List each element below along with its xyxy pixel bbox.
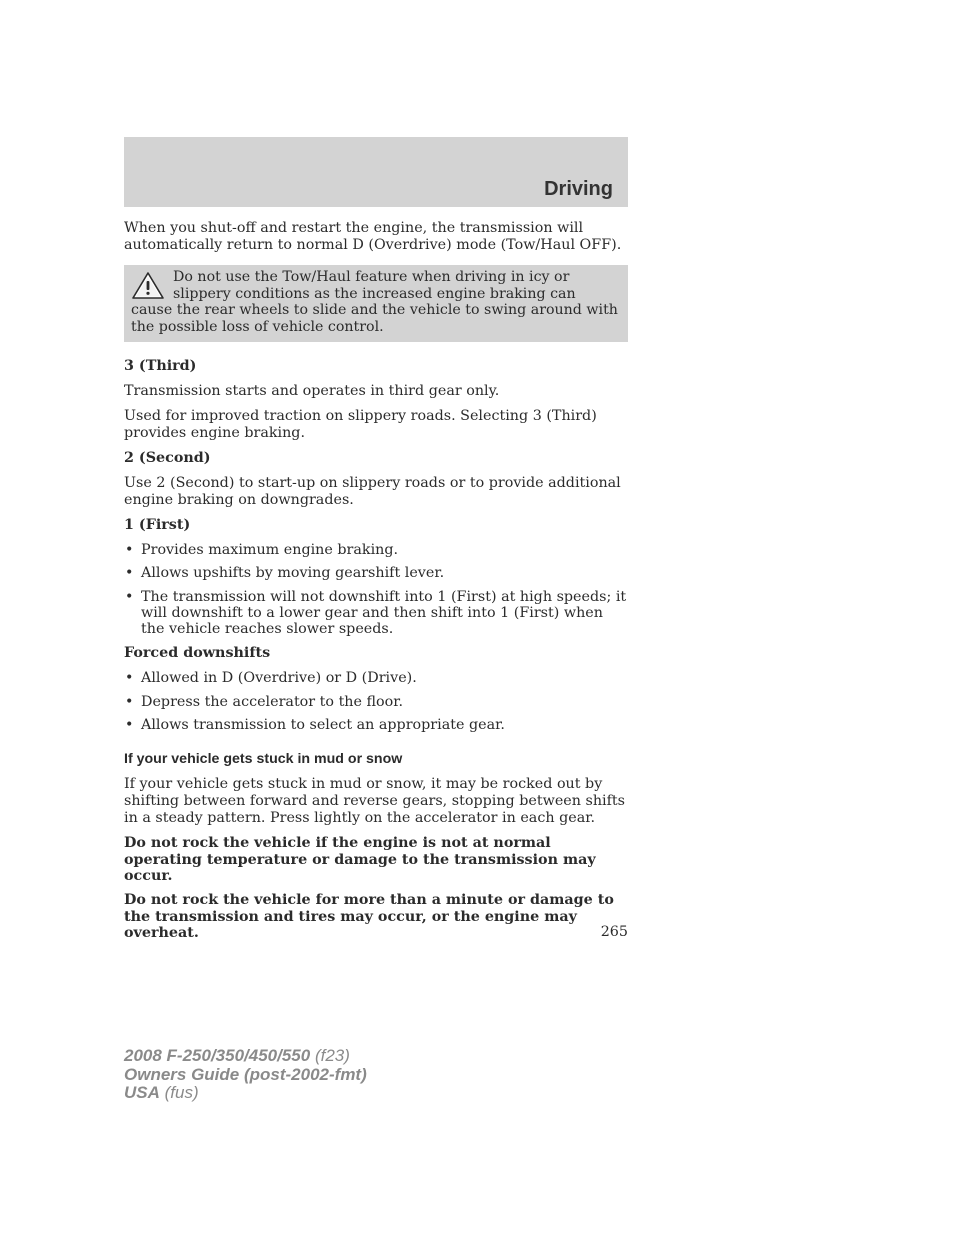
stuck-paragraph: If your vehicle gets stuck in mud or snow, it may be rocked out by shifting between forward and reverse gears, stopping between shifts in a steady pattern. Press lightly on the accelerator in each gear. (124, 776, 625, 827)
third-gear-paragraph-2: Used for improved traction on slippery roads. Selecting 3 (Third) provides engine braking. (124, 408, 597, 441)
footer-line-2: Owners Guide (post-2002-fmt) (124, 1064, 367, 1084)
warning-text: Do not use the Tow/Haul feature when driving in icy or slippery conditions as the increased engine braking can cause the rear wheels to slide and the vehicle to swing around with the possible loss of vehicle control. (131, 269, 618, 335)
list-item: • Allows upshifts by moving gearshift lever. (125, 565, 445, 582)
bullet-icon: • (125, 717, 134, 734)
forced-downshifts-heading: Forced downshifts (124, 645, 271, 662)
list-item: • Provides maximum engine braking. (125, 542, 399, 558)
list-item: • Depress the accelerator to the floor. (125, 693, 404, 710)
footer-line-3: USA (fus) (124, 1083, 199, 1102)
warning-triangle-icon (131, 271, 165, 301)
second-gear-heading: 2 (Second) (124, 450, 211, 466)
third-gear-paragraph-1: Transmission starts and operates in third gear only. (124, 383, 500, 399)
intro-paragraph: When you shut-off and restart the engine, the transmission will automatically return to normal D (Overdrive) mode (Tow/Haul OFF). (124, 220, 622, 253)
bullet-icon: • (125, 588, 134, 605)
first-gear-list (124, 542, 628, 637)
document-footer (124, 1047, 367, 1103)
forced-downshifts-list (124, 670, 628, 733)
list-item: • Allowed in D (Overdrive) or D (Drive). (125, 670, 417, 687)
first-gear-heading: 1 (First) (124, 517, 191, 533)
bullet-icon: • (125, 670, 134, 687)
footer-line-1: 2008 F-250/350/450/550 (f23) (124, 1046, 350, 1065)
third-gear-heading: 3 (Third) (124, 358, 197, 374)
page-number: 265 (600, 924, 628, 940)
second-gear-paragraph: Use 2 (Second) to start-up on slippery roads or to provide additional engine braking on downgrades. (124, 475, 621, 508)
page-content (124, 220, 628, 949)
bullet-icon: • (125, 565, 134, 582)
stuck-warning-1: Do not rock the vehicle if the engine is not at normal operating temperature or damage to the transmission may occur. (124, 835, 596, 884)
stuck-section-heading: If your vehicle gets stuck in mud or snow (124, 751, 403, 768)
stuck-warning-2: Do not rock the vehicle for more than a minute or damage to the transmission and tires may occur, or the engine may overheat. (124, 892, 614, 941)
section-title: Driving (544, 178, 613, 200)
list-item: • Allows transmission to select an appropriate gear. (125, 717, 505, 734)
section-header-band (124, 137, 628, 207)
warning-box (124, 265, 628, 342)
bullet-icon: • (125, 693, 134, 710)
list-item: • The transmission will not downshift into 1 (First) at high speeds; it will downshift to a lower gear and then shift into 1 (First) when the vehicle reaches slower speeds. (125, 588, 627, 638)
bullet-icon: • (125, 542, 134, 558)
